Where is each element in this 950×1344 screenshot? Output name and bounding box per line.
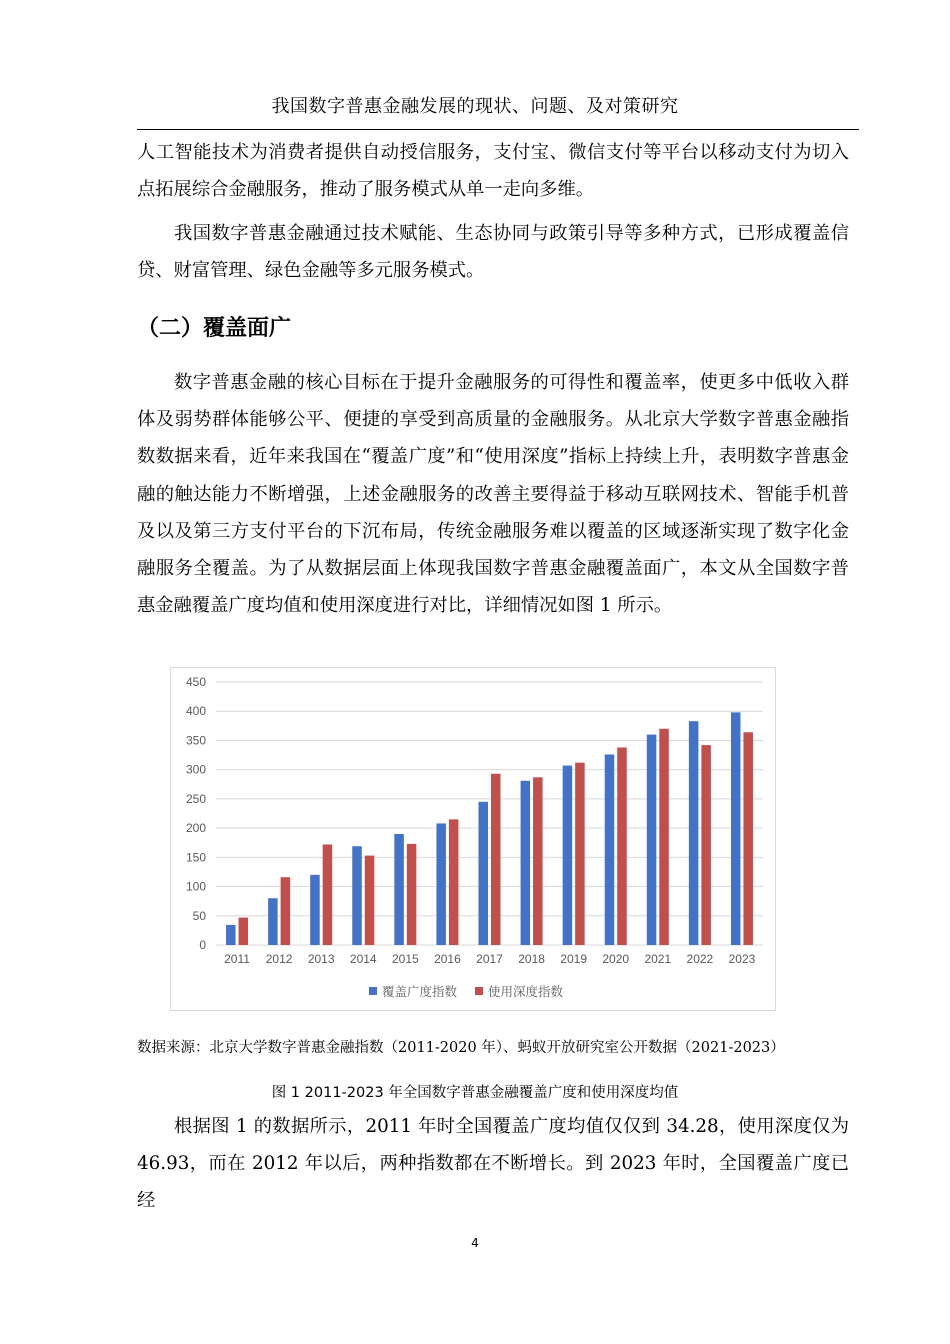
y-tick-label: 150 bbox=[185, 850, 206, 865]
paragraph-analysis: 根据图 1 的数据所示，2011 年时全国覆盖广度均值仅仅到 34.28，使用深度仅为 46.93，而在 2012 年以后，两种指数都在不断增长。到 2023 年时，全国覆盖广度已经 bbox=[137, 1116, 849, 1212]
figure-caption: 图 1 2011-2023 年全国数字普惠金融覆盖广度和使用深度均值 bbox=[271, 1085, 679, 1101]
x-tick-label: 2023 bbox=[728, 952, 756, 966]
bar-usage-depth bbox=[575, 763, 585, 945]
paragraph-continuation: 人工智能技术为消费者提供自动授信服务，支付宝、微信支付等平台以移动支付为切入点拓展综合金融服务，推动了服务模式从单一走向多维。 bbox=[137, 142, 849, 201]
bar-coverage-breadth bbox=[310, 875, 320, 945]
x-tick-label: 2015 bbox=[391, 952, 419, 966]
bar-coverage-breadth bbox=[731, 712, 741, 945]
x-tick-label: 2011 bbox=[224, 952, 250, 966]
bar-usage-depth bbox=[323, 844, 333, 945]
bar-coverage-breadth bbox=[605, 754, 615, 945]
bar-usage-depth bbox=[239, 918, 249, 945]
bar-usage-depth bbox=[281, 877, 291, 945]
y-tick-label: 250 bbox=[185, 791, 206, 806]
x-tick-label: 2018 bbox=[518, 952, 545, 966]
x-tick-label: 2020 bbox=[602, 952, 630, 966]
legend-label: 覆盖广度指数 bbox=[382, 985, 458, 999]
legend-swatch bbox=[369, 987, 377, 995]
page-number: 4 bbox=[471, 1236, 479, 1250]
x-tick-label: 2012 bbox=[265, 952, 293, 966]
bar-usage-depth bbox=[449, 819, 459, 945]
bar-usage-depth bbox=[491, 774, 501, 945]
legend-label: 使用深度指数 bbox=[488, 985, 564, 999]
bar-coverage-breadth bbox=[226, 925, 236, 945]
bar-usage-depth bbox=[533, 777, 543, 945]
x-tick-label: 2019 bbox=[560, 952, 588, 966]
x-tick-label: 2022 bbox=[686, 952, 714, 966]
y-tick-label: 350 bbox=[185, 733, 206, 748]
y-tick-label: 0 bbox=[199, 938, 206, 952]
bar-usage-depth bbox=[365, 856, 375, 945]
page-header-title: 我国数字普惠金融发展的现状、问题、及对策研究 bbox=[271, 96, 679, 117]
bar-coverage-breadth bbox=[394, 834, 404, 945]
header-rule bbox=[137, 129, 859, 130]
bar-usage-depth bbox=[743, 732, 753, 945]
bar-usage-depth bbox=[407, 844, 417, 945]
x-tick-label: 2016 bbox=[434, 952, 461, 966]
bar-coverage-breadth bbox=[479, 802, 489, 945]
coverage-depth-chart bbox=[170, 667, 776, 1011]
bar-coverage-breadth bbox=[436, 823, 446, 945]
bar-coverage-breadth bbox=[647, 735, 657, 945]
bar-coverage-breadth bbox=[563, 766, 573, 945]
bar-usage-depth bbox=[701, 745, 711, 945]
bar-coverage-breadth bbox=[521, 781, 531, 945]
section-heading: （二）覆盖面广 bbox=[137, 316, 292, 341]
data-source-note: 数据来源：北京大学数字普惠金融指数（2011-2020 年）、蚂蚁开放研究室公开数据（2021-2023） bbox=[137, 1040, 785, 1056]
paragraph-service-modes: 我国数字普惠金融通过技术赋能、生态协同与政策引导等多种方式，已形成覆盖信贷、财富管理、绿色金融等多元服务模式。 bbox=[137, 223, 849, 282]
paragraph-coverage: 数字普惠金融的核心目标在于提升金融服务的可得性和覆盖率，使更多中低收入群体及弱势群体能够公平、便捷的享受到高质量的金融服务。从北京大学数字普惠金融指数数据来看，近年来我国在“覆盖广度”和“使用深度”指标上持续上升，表明数字普惠金融的触达能力不断增强，上述金融服务的改善主要得益于移动互联网技术、智能手机普及以及第三方支付平台的下沉布局，传统金融服务难以覆盖的区域逐渐实现了数字化金融服务全覆盖。为了从数据层面上体现我国数字普惠金融覆盖面广，本文从全国数字普惠金融覆盖广度均值和使用深度进行对比，详细情况如图 1 所示。 bbox=[137, 372, 849, 617]
y-tick-label: 450 bbox=[185, 675, 206, 689]
bar-usage-depth bbox=[617, 747, 627, 945]
legend-swatch bbox=[475, 987, 483, 995]
x-tick-label: 2014 bbox=[349, 952, 377, 966]
bar-coverage-breadth bbox=[352, 846, 362, 945]
y-tick-label: 300 bbox=[185, 762, 206, 777]
x-tick-label: 2021 bbox=[644, 952, 672, 966]
x-tick-label: 2017 bbox=[476, 952, 503, 966]
bar-coverage-breadth bbox=[268, 898, 278, 945]
x-tick-label: 2013 bbox=[307, 952, 335, 966]
bar-usage-depth bbox=[659, 729, 669, 945]
bar-coverage-breadth bbox=[689, 721, 699, 945]
y-tick-label: 100 bbox=[185, 879, 206, 894]
chart-canvas bbox=[171, 668, 775, 1010]
y-tick-label: 50 bbox=[192, 908, 206, 923]
y-tick-label: 400 bbox=[185, 704, 206, 719]
y-tick-label: 200 bbox=[185, 821, 206, 836]
